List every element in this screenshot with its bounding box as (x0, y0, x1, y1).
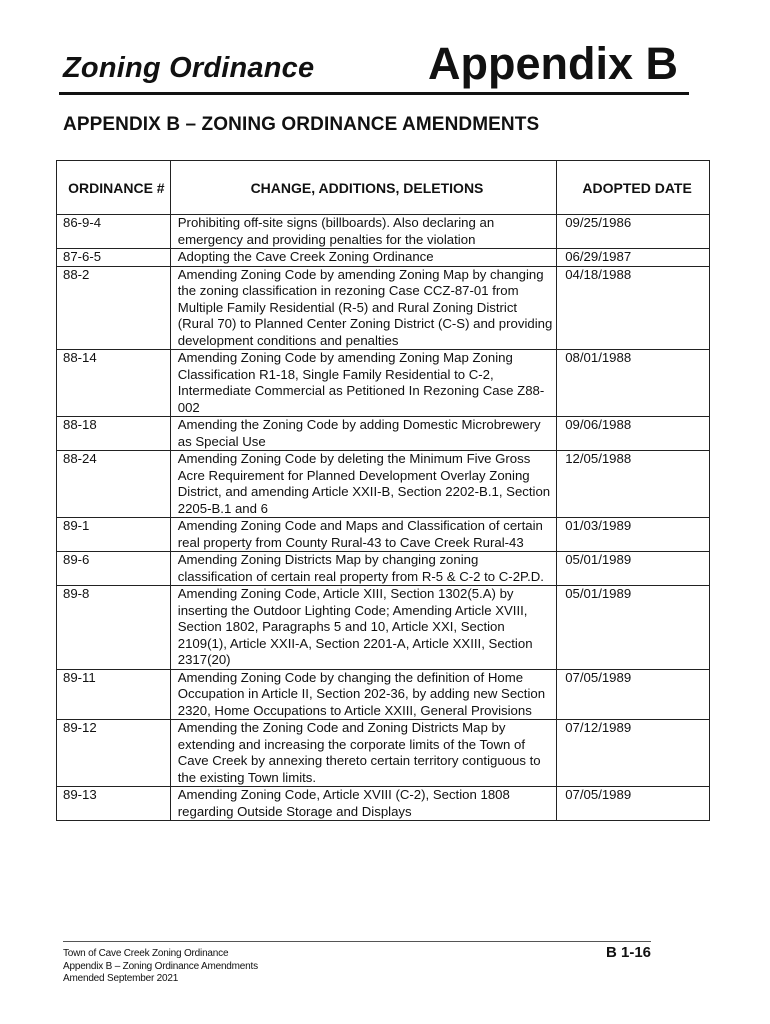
table-row (57, 586, 710, 670)
footer-line-appendix: Appendix B – Zoning Ordinance Amendments (63, 960, 258, 972)
section-title: APPENDIX B – ZONING ORDINANCE AMENDMENTS (63, 114, 540, 135)
ordinance-cell: 87-6-5 (57, 249, 171, 267)
change-cell: Amending the Zoning Code by adding Domestic Microbrewery as Special Use (170, 417, 556, 451)
table-row (57, 215, 710, 249)
date-cell: 07/05/1989 (557, 787, 710, 821)
table-row (57, 266, 710, 350)
ordinance-cell: 86-9-4 (57, 215, 171, 249)
page-number: B 1-16 (606, 944, 652, 961)
table-row (57, 552, 710, 586)
ordinance-cell: 89-11 (57, 669, 171, 720)
column-header-date: ADOPTED DATE (557, 161, 710, 215)
table-row (57, 669, 710, 720)
table-row (57, 417, 710, 451)
change-cell: Amending Zoning Code, Article XVIII (C-2), Section 1808 regarding Outside Storage and Displays (170, 787, 556, 821)
ordinance-cell: 89-1 (57, 518, 171, 552)
date-cell: 05/01/1989 (557, 552, 710, 586)
change-cell: Prohibiting off-site signs (billboards). Also declaring an emergency and providing penalties for the violation (170, 215, 556, 249)
footer-line-amended: Amended September 2021 (63, 973, 179, 984)
header-divider (59, 92, 689, 95)
amendments-table (56, 160, 710, 821)
ordinance-cell: 89-6 (57, 552, 171, 586)
change-cell: Amending Zoning Code by changing the definition of Home Occupation in Article II, Section 202-36, by adding new Section 2320, Home Occupations to Article XXIII, General Provisions (170, 669, 556, 720)
change-cell: Amending Zoning Code by amending Zoning Map by changing the zoning classification in rezoning Case CCZ-87-01 from Multiple Family Residential (R-5) and Rural Zoning District (Rural 70) to Planned Center Zoning District (C-S) and providing development conditions and penalties (170, 266, 556, 350)
table-row (57, 518, 710, 552)
header-right-title: Appendix B (428, 38, 679, 89)
column-header-ordinance: ORDINANCE # (57, 161, 171, 215)
table-row (57, 451, 710, 518)
date-cell: 12/05/1988 (557, 451, 710, 518)
date-cell: 01/03/1989 (557, 518, 710, 552)
change-cell: Amending Zoning Code, Article XIII, Section 1302(5.A) by inserting the Outdoor Lighting Code; Amending Article XVIII, Section 1802, Paragraphs 5 and 10, Article XXI, Section 2109(1), Article XXII-A, Section 2201-A, Article XXIII, Section 2317(20) (170, 586, 556, 670)
table-header-row (57, 161, 710, 215)
ordinance-cell: 88-24 (57, 451, 171, 518)
date-cell: 06/29/1987 (557, 249, 710, 267)
table-row (57, 249, 710, 267)
table-row (57, 787, 710, 821)
footer (63, 948, 258, 986)
date-cell: 07/12/1989 (557, 720, 710, 787)
table-row (57, 350, 710, 417)
date-cell: 05/01/1989 (557, 586, 710, 670)
date-cell: 04/18/1988 (557, 266, 710, 350)
ordinance-cell: 89-12 (57, 720, 171, 787)
ordinance-cell: 89-13 (57, 787, 171, 821)
change-cell: Adopting the Cave Creek Zoning Ordinance (170, 249, 556, 267)
ordinance-cell: 88-18 (57, 417, 171, 451)
date-cell: 07/05/1989 (557, 669, 710, 720)
header-left-title: Zoning Ordinance (63, 52, 315, 84)
date-cell: 09/06/1988 (557, 417, 710, 451)
change-cell: Amending Zoning Code by deleting the Minimum Five Gross Acre Requirement for Planned Development Overlay Zoning District, and amending Article XXII-B, Section 2202-B.1, Section 2205-B.1 and 6 (170, 451, 556, 518)
change-cell: Amending the Zoning Code and Zoning Districts Map by extending and increasing the corporate limits of the Town of Cave Creek by annexing thereto certain territory contiguous to the existing Town limits. (170, 720, 556, 787)
footer-line-town: Town of Cave Creek Zoning Ordinance (63, 948, 229, 959)
ordinance-cell: 88-2 (57, 266, 171, 350)
change-cell: Amending Zoning Code and Maps and Classification of certain real property from County Rural-43 to Cave Creek Rural-43 (170, 518, 556, 552)
change-cell: Amending Zoning Districts Map by changing zoning classification of certain real property from R-5 & C-2 to C-2P.D. (170, 552, 556, 586)
ordinance-cell: 88-14 (57, 350, 171, 417)
date-cell: 08/01/1988 (557, 350, 710, 417)
ordinance-cell: 89-8 (57, 586, 171, 670)
footer-divider (63, 941, 651, 942)
table-row (57, 720, 710, 787)
column-header-change: CHANGE, ADDITIONS, DELETIONS (170, 161, 556, 215)
date-cell: 09/25/1986 (557, 215, 710, 249)
change-cell: Amending Zoning Code by amending Zoning Map Zoning Classification R1-18, Single Family Residential to C-2, Intermediate Commercial as Petitioned In Rezoning Case Z88-002 (170, 350, 556, 417)
